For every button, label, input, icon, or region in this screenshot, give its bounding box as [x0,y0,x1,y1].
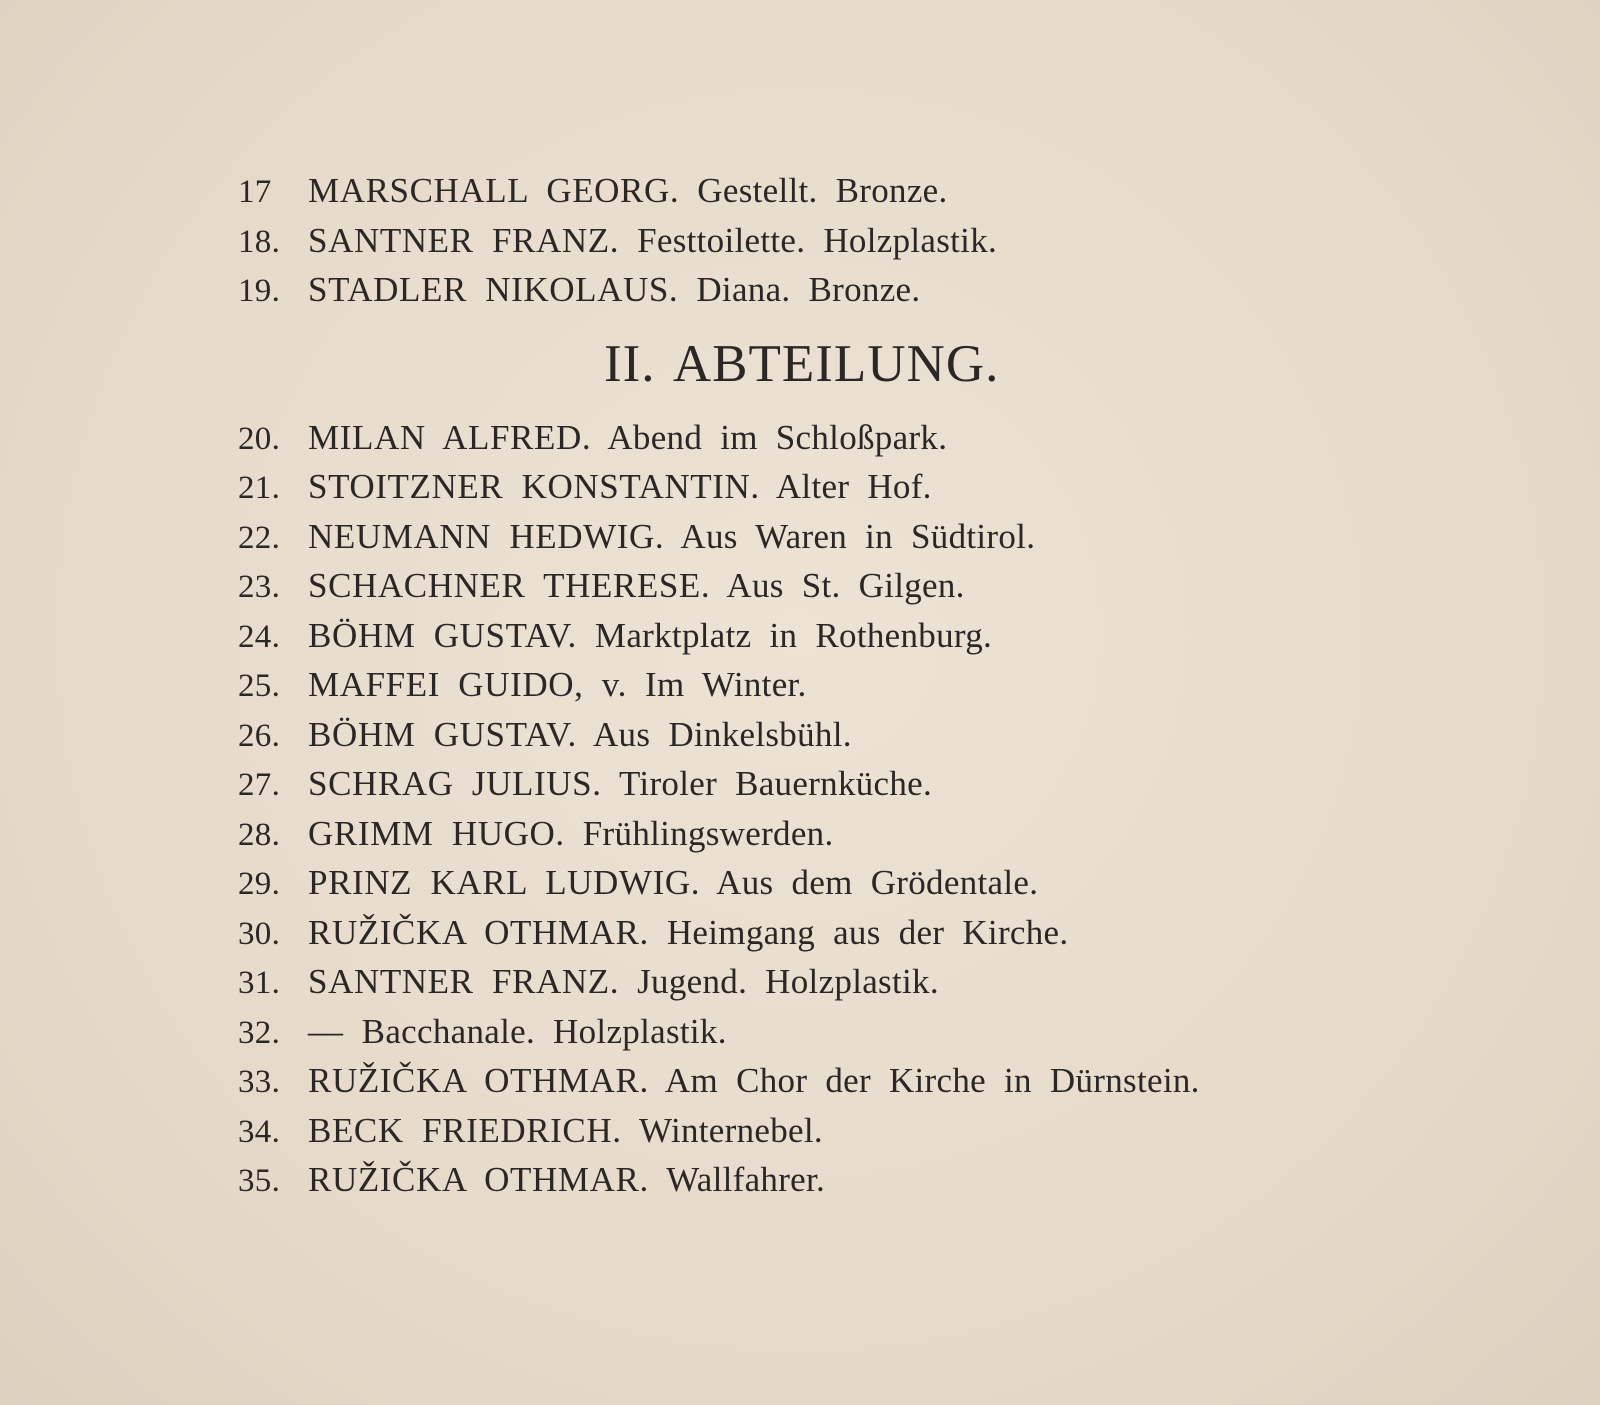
section-heading: II. ABTEILUNG. [604,334,1000,393]
entry-number: 23. [238,569,281,605]
artwork-title: Im Winter. [645,665,807,704]
catalog-entry-26 [238,710,1398,760]
entry-number: 34. [238,1113,281,1150]
entry-number: 25. [238,668,281,704]
catalog-entry-17 [238,166,1398,216]
entry-number: 28. [238,816,281,853]
artist-name: STADLER NIKOLAUS. [308,270,679,309]
catalog-entry-19 [238,265,1398,315]
entry-number: 24. [238,618,281,655]
entry-number: 21. [238,470,281,506]
entry-number: 35. [238,1163,281,1199]
artist-name: BECK FRIEDRICH. [308,1110,622,1150]
artwork-title: Aus Waren in Südtirol. [680,516,1036,556]
catalog-entry-32 [238,1007,1398,1057]
artwork-title: Bacchanale. Holzplastik. [361,1011,727,1051]
artwork-title: Alter Hof. [775,467,932,506]
catalog-entry-27 [238,759,1398,809]
entry-number: 31. [238,965,281,1001]
artwork-title: Aus Dinkelsbühl. [592,714,852,754]
artist-name: RUŽIČKA OTHMAR. [308,1160,649,1199]
artist-name: — [308,1011,344,1051]
artist-name: MILAN ALFRED. [308,417,592,457]
entry-number: 27. [238,767,281,803]
artwork-title: Wallfahrer. [666,1160,826,1199]
artist-name: SCHACHNER THERESE. [308,566,711,605]
artist-name: SANTNER FRANZ. [308,220,620,260]
artwork-title: Am Chor der Kirche in Dürnstein. [664,1061,1200,1100]
artist-name: PRINZ KARL LUDWIG. [308,863,701,902]
catalog-entry-24 [238,611,1398,661]
catalog-entry-28 [238,809,1398,859]
entry-number: 18. [238,223,281,260]
artwork-title: Aus dem Grödentale. [716,863,1039,902]
artwork-title: Festtoilette. Holzplastik. [637,220,998,260]
entry-number: 17 [238,174,272,210]
catalog-entry-34 [238,1106,1398,1156]
catalog-entry-31 [238,957,1398,1007]
catalog-entry-29 [238,858,1398,908]
artist-name: GRIMM HUGO. [308,813,565,853]
artist-name: BÖHM GUSTAV. [308,615,577,655]
artist-name: MAFFEI GUIDO, v. [308,665,627,704]
artwork-title: Heimgang aus der Kirche. [666,912,1069,952]
artwork-title: Gestellt. Bronze. [697,171,948,210]
catalog-entry-22 [238,512,1398,562]
artist-name: BÖHM GUSTAV. [308,714,577,754]
artwork-title: Aus St. Gilgen. [726,566,965,605]
entry-number: 22. [238,519,281,556]
entry-number: 33. [238,1064,281,1100]
catalog-entry-21 [238,462,1398,512]
entry-number: 20. [238,420,281,457]
catalog-entry-35 [238,1155,1398,1205]
artwork-title: Diana. Bronze. [696,270,921,309]
catalog-entry-25 [238,660,1398,710]
artist-name: SANTNER FRANZ. [308,962,620,1001]
catalog-entry-18 [238,216,1398,266]
entry-number: 19. [238,273,281,309]
entry-number: 26. [238,717,281,754]
artist-name: SCHRAG JULIUS. [308,764,602,803]
catalog-entry-20 [238,413,1398,463]
artist-name: NEUMANN HEDWIG. [308,516,665,556]
entry-number: 29. [238,866,281,902]
entry-number: 30. [238,915,281,952]
artwork-title: Jugend. Holzplastik. [637,962,939,1001]
catalog-entry-23 [238,561,1398,611]
entry-number: 32. [238,1014,281,1051]
artist-name: RUŽIČKA OTHMAR. [308,912,649,952]
artwork-title: Abend im Schloßpark. [607,417,948,457]
artist-name: RUŽIČKA OTHMAR. [308,1061,649,1100]
catalog-entry-30 [238,908,1398,958]
catalog-list [238,166,1398,1205]
artwork-title: Winternebel. [639,1110,823,1150]
artwork-title: Frühlingswerden. [582,813,834,853]
artist-name: STOITZNER KONSTANTIN. [308,467,760,506]
artist-name: MARSCHALL GEORG. [308,171,680,210]
artwork-title: Tiroler Bauernküche. [618,764,933,803]
catalog-entry-33 [238,1056,1398,1106]
artwork-title: Marktplatz in Rothenburg. [594,615,993,655]
